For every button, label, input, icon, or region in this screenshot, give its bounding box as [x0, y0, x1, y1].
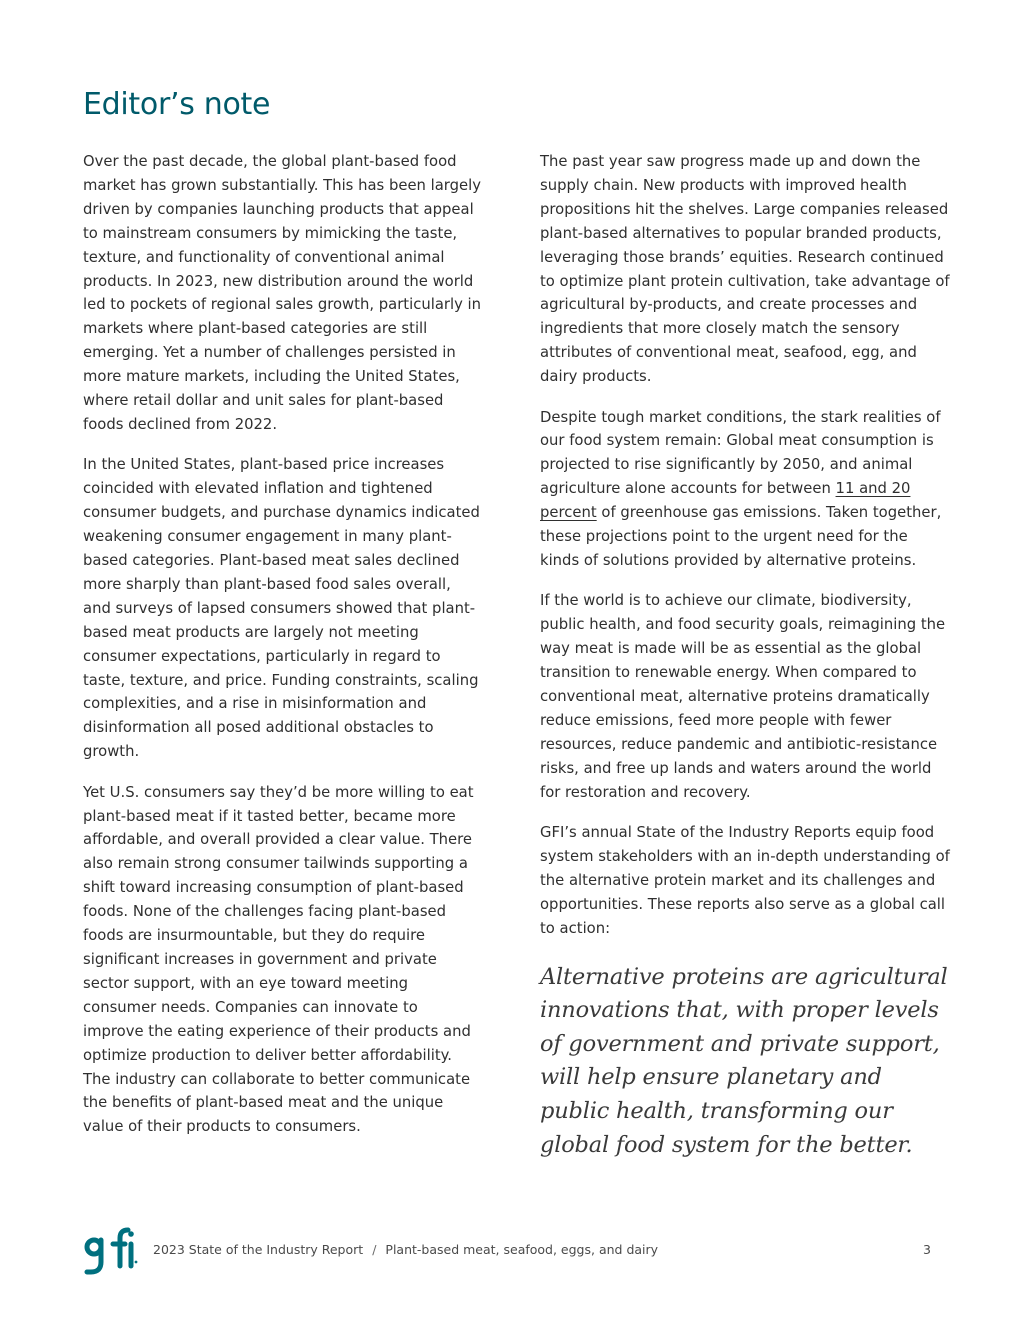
breadcrumb-separator: / [372, 1242, 377, 1257]
pull-quote: Alternative proteins are agricultural innovations that, with proper levels of government and private support, will help ensure planetary and public health, transforming our global food system for the better. [540, 963, 948, 1158]
emissions-source-link[interactable]: 11 and 20 percent [540, 480, 911, 522]
right-column [540, 150, 950, 1162]
report-title: 2023 State of the Industry Report [153, 1242, 364, 1257]
body-paragraph: Over the past decade, the global plant-based food market has grown substantially. This has been largely driven by companies launching products that appeal to mainstream consumers by mimicking the taste, texture, and functionality of conventional animal products. In 2023, new distribution around the world led to pockets of regional sales growth, particularly in markets where plant-based categories are still emerging. Yet a number of challenges persisted in more mature markets, including the United States, where retail dollar and unit sales for plant-based foods declined from 2022. [83, 153, 482, 433]
body-paragraph-with-link [540, 406, 950, 573]
body-paragraph: In the United States, plant-based price increases coincided with elevated inflation and tightened consumer budgets, and purchase dynamics indicated weakening consumer engagement in many plant-based categories. Plant-based meat sales declined more sharply than plant-based food sales overall, and surveys of lapsed consumers showed that plant-based meat products are largely not meeting consumer expectations, particularly in regard to taste, texture, and price. Funding constraints, scaling complexities, and a rise in misinformation and disinformation all posed additional obstacles to growth. [83, 456, 480, 761]
paragraph-text: of greenhouse gas emissions. Taken together, these projections point to the urgent need for the kinds of solutions provided by alternative proteins. [540, 504, 942, 569]
gfi-logo [83, 1222, 139, 1278]
left-column [83, 150, 483, 1156]
footer-breadcrumb [153, 1242, 658, 1257]
page-title: Editor’s note [83, 87, 271, 122]
section-title: Plant-based meat, seafood, eggs, and dairy [385, 1242, 659, 1257]
page-footer [83, 1222, 933, 1278]
body-paragraph: GFI’s annual State of the Industry Reports equip food system stakeholders with an in-depth understanding of the alternative protein market and its challenges and opportunities. These reports also serve as a global call to action: [540, 824, 950, 937]
page-number: 3 [923, 1242, 931, 1257]
paragraph-text: Despite tough market conditions, the stark realities of our food system remain: Global meat consumption is projected to rise significantly by 2050, and animal agriculture alone accounts for between [540, 408, 941, 498]
body-paragraph: If the world is to achieve our climate, biodiversity, public health, and food security goals, reimagining the way meat is made will be as essential as the global transition to renewable energy. When compared to conventional meat, alternative proteins dramatically reduce emissions, feed more people with fewer resources, reduce pandemic and antibiotic-resistance risks, and free up lands and waters around the world for restoration and recovery. [540, 592, 946, 801]
body-paragraph: Yet U.S. consumers say they’d be more willing to eat plant-based meat if it tasted better, became more affordable, and overall provided a clear value. There also remain strong consumer tailwinds supporting a shift toward increasing consumption of plant-based foods. None of the challenges facing plant-based foods are insurmountable, but they do require significant increases in government and private sector support, with an eye toward meeting consumer needs. Companies can innovate to improve the eating experience of their products and optimize production to deliver better affordability. The industry can collaborate to better communicate the benefits of plant-based meat and the unique value of their products to consumers. [83, 783, 474, 1136]
body-paragraph: The past year saw progress made up and down the supply chain. New products with improved health propositions hit the shelves. Large companies released plant-based alternatives to popular branded products, leveraging those brands’ equities. Research continued to optimize plant protein cultivation, take advantage of agricultural by-products, and create processes and ingredients that more closely match the sensory attributes of conventional meat, seafood, egg, and dairy products. [540, 153, 950, 386]
